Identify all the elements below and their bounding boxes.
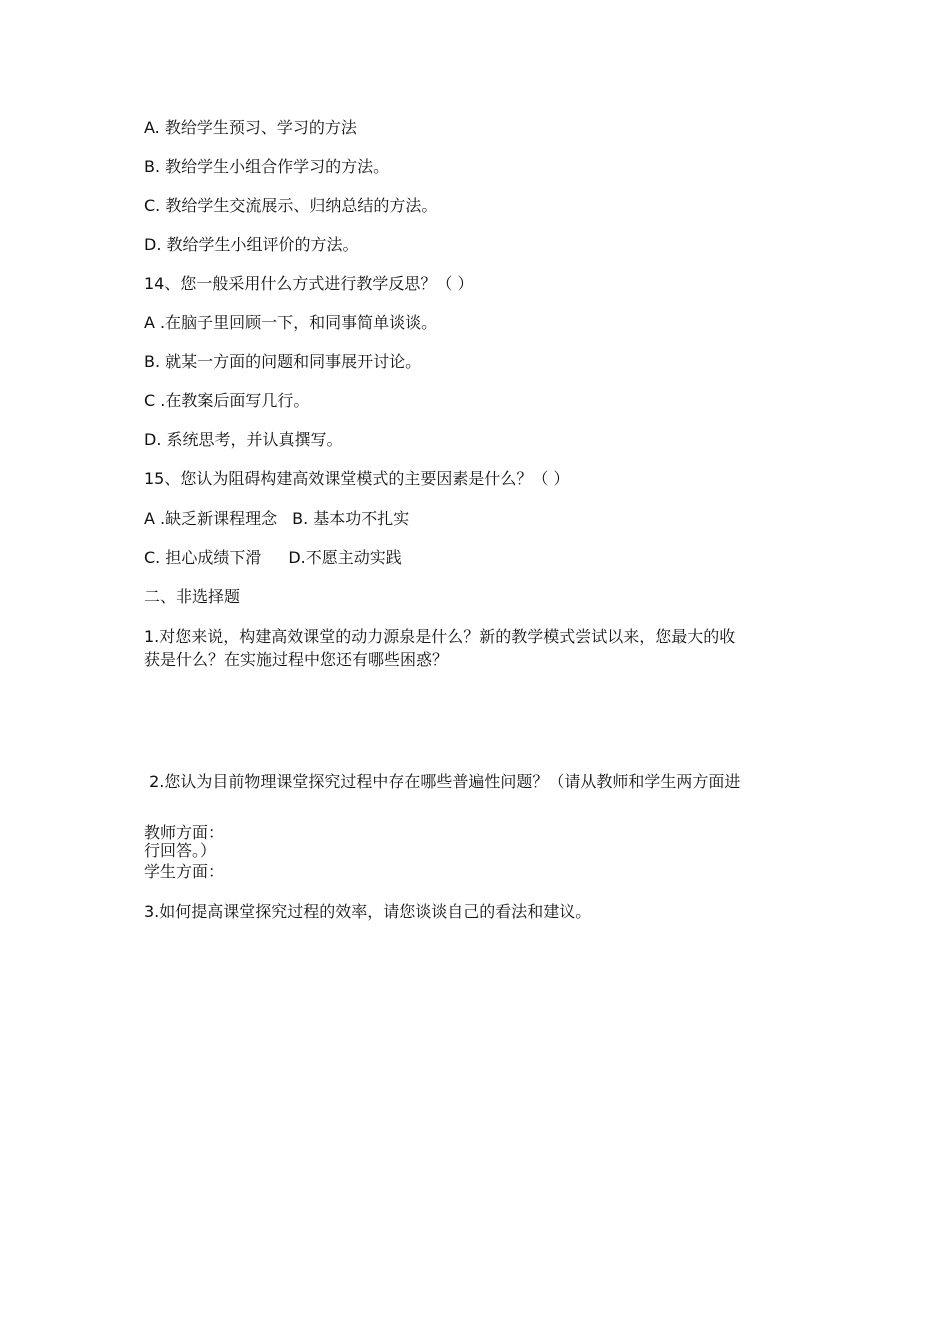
q13-option-c: C. 教给学生交流展示、归纳总结的方法。: [144, 196, 438, 215]
q15-option-c: C. 担心成绩下滑: [144, 548, 262, 567]
q15-options-row-2: [144, 547, 402, 569]
open-question-2-line-1: 2.您认为目前物理课堂探究过程中存在哪些普遍性问题？（请从教师和学生两方面进: [144, 772, 741, 791]
open-question-1-line-1: 1.对您来说，构建高效课堂的动力源泉是什么？新的教学模式尝试以来，您最大的收: [144, 627, 736, 646]
q13-option-b: B. 教给学生小组合作学习的方法。: [144, 157, 390, 176]
section-heading: 二、非选择题: [144, 587, 241, 606]
q13-option-d: D. 教给学生小组评价的方法。: [144, 235, 359, 254]
q14-option-b: B. 就某一方面的问题和同事展开讨论。: [144, 352, 422, 371]
q14-option-c: C .在教案后面写几行。: [144, 391, 310, 410]
q14-option-d: D. 系统思考，并认真撰写。: [144, 430, 343, 449]
q15-question: 15、您认为阻碍构建高效课堂模式的主要因素是什么？（ ）: [144, 469, 570, 488]
q13-option-a: A. 教给学生预习、学习的方法: [144, 118, 357, 137]
q15-option-d: D.不愿主动实践: [288, 548, 402, 567]
open-question-2: [144, 724, 809, 908]
q14-option-a: A .在脑子里回顾一下，和同事简单谈谈。: [144, 313, 438, 332]
teacher-aspect-label: 教师方面：: [144, 823, 225, 842]
q14-question: 14、您一般采用什么方式进行教学反思？（ ）: [144, 274, 474, 293]
open-question-1: [144, 625, 809, 671]
open-question-1-line-2: 获是什么？在实施过程中您还有哪些困惑？: [144, 650, 449, 669]
q15-option-a: A .缺乏新课程理念: [144, 509, 278, 528]
student-aspect-label: 学生方面：: [144, 862, 225, 881]
open-question-2-line-2: 行回答。）: [144, 841, 217, 860]
q15-option-b: B. 基本功不扎实: [292, 509, 410, 528]
open-question-3: 3.如何提高课堂探究过程的效率，请您谈谈自己的看法和建议。: [144, 902, 592, 921]
q15-options-row-1: [144, 508, 409, 530]
